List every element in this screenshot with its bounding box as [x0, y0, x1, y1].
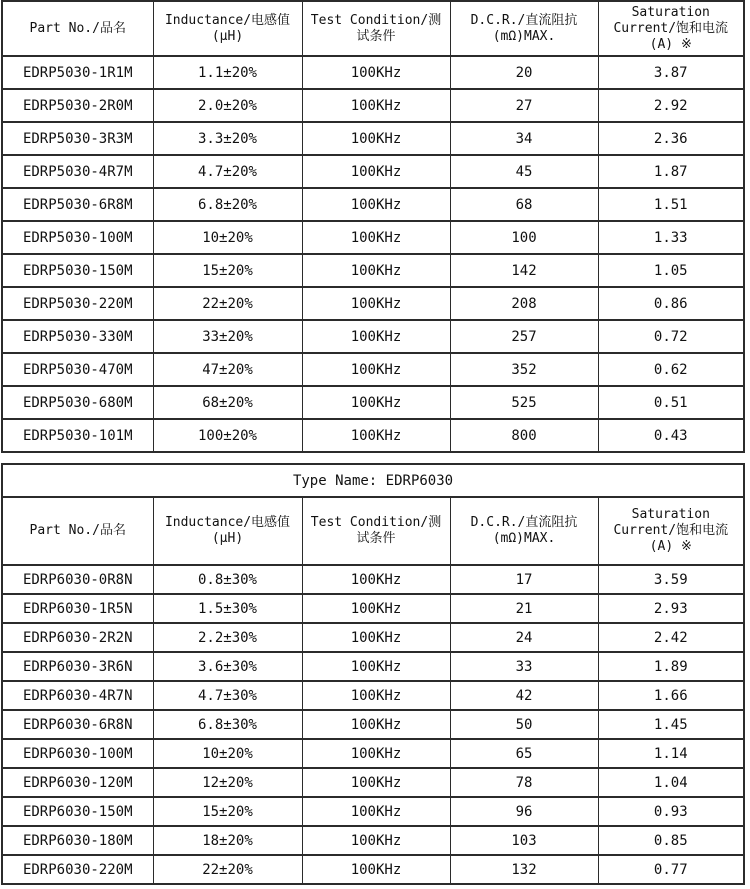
cell-test: 100KHz: [302, 353, 450, 386]
cell-test: 100KHz: [302, 594, 450, 623]
cell-test: 100KHz: [302, 287, 450, 320]
cell-part: EDRP5030-4R7M: [2, 155, 153, 188]
table-row: [2, 320, 744, 353]
column-header-part-no: [2, 1, 153, 56]
table-row: [2, 681, 744, 710]
cell-sat: 1.05: [598, 254, 744, 287]
cell-test: 100KHz: [302, 739, 450, 768]
table-row: [2, 155, 744, 188]
cell-inductance: 0.8±30%: [153, 565, 302, 594]
cell-inductance: 22±20%: [153, 287, 302, 320]
cell-test: 100KHz: [302, 681, 450, 710]
table-title-row: [2, 464, 744, 497]
cell-part: EDRP6030-4R7N: [2, 681, 153, 710]
cell-sat: 2.42: [598, 623, 744, 652]
table-row: [2, 122, 744, 155]
column-header-test-condition: [302, 497, 450, 565]
cell-part: EDRP5030-330M: [2, 320, 153, 353]
cell-inductance: 1.1±20%: [153, 56, 302, 89]
header-line: Test Condition/测: [310, 12, 442, 28]
cell-inductance: 18±20%: [153, 826, 302, 855]
edrp6030-table-header: [2, 464, 744, 565]
cell-dcr: 20: [450, 56, 598, 89]
cell-part: EDRP5030-100M: [2, 221, 153, 254]
cell-dcr: 352: [450, 353, 598, 386]
cell-sat: 0.51: [598, 386, 744, 419]
column-header-inductance: [153, 497, 302, 565]
table-row: [2, 623, 744, 652]
table-row: [2, 353, 744, 386]
cell-dcr: 100: [450, 221, 598, 254]
cell-inductance: 2.0±20%: [153, 89, 302, 122]
cell-sat: 0.72: [598, 320, 744, 353]
cell-part: EDRP5030-680M: [2, 386, 153, 419]
cell-inductance: 10±20%: [153, 221, 302, 254]
cell-inductance: 4.7±30%: [153, 681, 302, 710]
cell-test: 100KHz: [302, 122, 450, 155]
header-line: Current/饱和电流: [613, 523, 729, 538]
cell-sat: 3.59: [598, 565, 744, 594]
header-row: [2, 497, 744, 565]
header-line: (A) ※: [649, 539, 692, 554]
column-header-test-condition: [302, 1, 450, 56]
cell-part: EDRP5030-150M: [2, 254, 153, 287]
table-row: [2, 826, 744, 855]
cell-test: 100KHz: [302, 623, 450, 652]
header-line: 试条件: [356, 28, 396, 44]
column-header-part-no: [2, 497, 153, 565]
cell-dcr: 68: [450, 188, 598, 221]
cell-dcr: 78: [450, 768, 598, 797]
table-row: [2, 710, 744, 739]
cell-inductance: 6.8±30%: [153, 710, 302, 739]
cell-sat: 1.04: [598, 768, 744, 797]
header-line: (A) ※: [649, 36, 692, 52]
cell-test: 100KHz: [302, 155, 450, 188]
cell-sat: 2.36: [598, 122, 744, 155]
cell-inductance: 15±20%: [153, 797, 302, 826]
cell-test: 100KHz: [302, 710, 450, 739]
cell-inductance: 3.6±30%: [153, 652, 302, 681]
cell-part: EDRP6030-120M: [2, 768, 153, 797]
cell-test: 100KHz: [302, 221, 450, 254]
cell-dcr: 525: [450, 386, 598, 419]
cell-test: 100KHz: [302, 320, 450, 353]
table-row: [2, 386, 744, 419]
cell-dcr: 257: [450, 320, 598, 353]
header-line: Saturation: [631, 4, 710, 20]
table-row: [2, 768, 744, 797]
cell-inductance: 1.5±30%: [153, 594, 302, 623]
cell-dcr: 800: [450, 419, 598, 452]
cell-dcr: 45: [450, 155, 598, 188]
table-row: [2, 739, 744, 768]
edrp6030-spec-table: [1, 463, 745, 885]
column-header-saturation-current: [598, 1, 744, 56]
cell-dcr: 27: [450, 89, 598, 122]
cell-test: 100KHz: [302, 768, 450, 797]
edrp5030-table-header: [2, 1, 744, 56]
cell-test: 100KHz: [302, 56, 450, 89]
cell-dcr: 142: [450, 254, 598, 287]
table-row: [2, 855, 744, 884]
cell-sat: 1.89: [598, 652, 744, 681]
cell-sat: 1.87: [598, 155, 744, 188]
cell-inductance: 100±20%: [153, 419, 302, 452]
header-line: Test Condition/测: [310, 515, 442, 530]
cell-sat: 0.62: [598, 353, 744, 386]
cell-inductance: 2.2±30%: [153, 623, 302, 652]
cell-dcr: 103: [450, 826, 598, 855]
table-row: [2, 188, 744, 221]
cell-sat: 2.93: [598, 594, 744, 623]
cell-inductance: 10±20%: [153, 739, 302, 768]
cell-part: EDRP5030-220M: [2, 287, 153, 320]
cell-part: EDRP5030-1R1M: [2, 56, 153, 89]
cell-dcr: 17: [450, 565, 598, 594]
cell-part: EDRP6030-180M: [2, 826, 153, 855]
cell-part: EDRP6030-150M: [2, 797, 153, 826]
cell-test: 100KHz: [302, 254, 450, 287]
cell-sat: 0.77: [598, 855, 744, 884]
header-line: D.C.R./直流阻抗: [470, 12, 578, 28]
cell-sat: 0.85: [598, 826, 744, 855]
header-line: Saturation: [631, 507, 710, 522]
cell-dcr: 33: [450, 652, 598, 681]
cell-sat: 3.87: [598, 56, 744, 89]
header-line: D.C.R./直流阻抗: [470, 515, 578, 530]
cell-dcr: 42: [450, 681, 598, 710]
cell-part: EDRP6030-1R5N: [2, 594, 153, 623]
table-row: [2, 594, 744, 623]
table-row: [2, 419, 744, 452]
cell-part: EDRP5030-2R0M: [2, 89, 153, 122]
table-row: [2, 565, 744, 594]
cell-inductance: 22±20%: [153, 855, 302, 884]
cell-part: EDRP6030-220M: [2, 855, 153, 884]
cell-dcr: 132: [450, 855, 598, 884]
column-header-dcr: [450, 1, 598, 56]
table-row: [2, 56, 744, 89]
cell-test: 100KHz: [302, 855, 450, 884]
cell-sat: 0.86: [598, 287, 744, 320]
table-row: [2, 254, 744, 287]
column-header-saturation-current: [598, 497, 744, 565]
cell-part: EDRP5030-3R3M: [2, 122, 153, 155]
cell-test: 100KHz: [302, 652, 450, 681]
cell-part: EDRP6030-3R6N: [2, 652, 153, 681]
header-line: 试条件: [356, 531, 396, 546]
cell-part: EDRP5030-6R8M: [2, 188, 153, 221]
cell-sat: 1.14: [598, 739, 744, 768]
cell-test: 100KHz: [302, 797, 450, 826]
column-header-dcr: [450, 497, 598, 565]
cell-dcr: 34: [450, 122, 598, 155]
header-row: [2, 1, 744, 56]
cell-dcr: 65: [450, 739, 598, 768]
cell-part: EDRP6030-2R2N: [2, 623, 153, 652]
table-row: [2, 652, 744, 681]
cell-dcr: 208: [450, 287, 598, 320]
edrp6030-table-body: [2, 565, 744, 884]
header-line: Inductance/电感值: [164, 12, 291, 28]
cell-sat: 2.92: [598, 89, 744, 122]
cell-inductance: 12±20%: [153, 768, 302, 797]
cell-part: EDRP6030-6R8N: [2, 710, 153, 739]
cell-part: EDRP6030-100M: [2, 739, 153, 768]
cell-test: 100KHz: [302, 826, 450, 855]
edrp5030-spec-table: [1, 0, 745, 453]
table-row: [2, 221, 744, 254]
cell-part: EDRP6030-0R8N: [2, 565, 153, 594]
cell-inductance: 47±20%: [153, 353, 302, 386]
cell-dcr: 50: [450, 710, 598, 739]
cell-test: 100KHz: [302, 386, 450, 419]
cell-part: EDRP5030-101M: [2, 419, 153, 452]
cell-inductance: 6.8±20%: [153, 188, 302, 221]
header-line: (mΩ)MAX.: [492, 531, 556, 546]
cell-sat: 0.93: [598, 797, 744, 826]
cell-test: 100KHz: [302, 565, 450, 594]
table-title: Type Name: EDRP6030: [2, 464, 744, 497]
header-line: Part No./品名: [29, 523, 126, 538]
header-line: Current/饱和电流: [613, 20, 729, 36]
cell-sat: 1.66: [598, 681, 744, 710]
header-line: (μH): [211, 531, 244, 546]
cell-inductance: 3.3±20%: [153, 122, 302, 155]
cell-dcr: 21: [450, 594, 598, 623]
edrp5030-table-body: [2, 56, 744, 452]
cell-inductance: 4.7±20%: [153, 155, 302, 188]
cell-sat: 1.51: [598, 188, 744, 221]
cell-inductance: 33±20%: [153, 320, 302, 353]
column-header-inductance: [153, 1, 302, 56]
cell-test: 100KHz: [302, 419, 450, 452]
table-row: [2, 287, 744, 320]
header-line: (μH): [211, 28, 244, 44]
cell-sat: 0.43: [598, 419, 744, 452]
cell-inductance: 68±20%: [153, 386, 302, 419]
cell-dcr: 96: [450, 797, 598, 826]
cell-test: 100KHz: [302, 188, 450, 221]
cell-test: 100KHz: [302, 89, 450, 122]
header-line: Inductance/电感值: [164, 515, 291, 530]
header-line: (mΩ)MAX.: [492, 28, 556, 44]
table-row: [2, 797, 744, 826]
cell-part: EDRP5030-470M: [2, 353, 153, 386]
cell-sat: 1.45: [598, 710, 744, 739]
table-row: [2, 89, 744, 122]
header-line: Part No./品名: [29, 20, 126, 36]
cell-dcr: 24: [450, 623, 598, 652]
cell-sat: 1.33: [598, 221, 744, 254]
cell-inductance: 15±20%: [153, 254, 302, 287]
